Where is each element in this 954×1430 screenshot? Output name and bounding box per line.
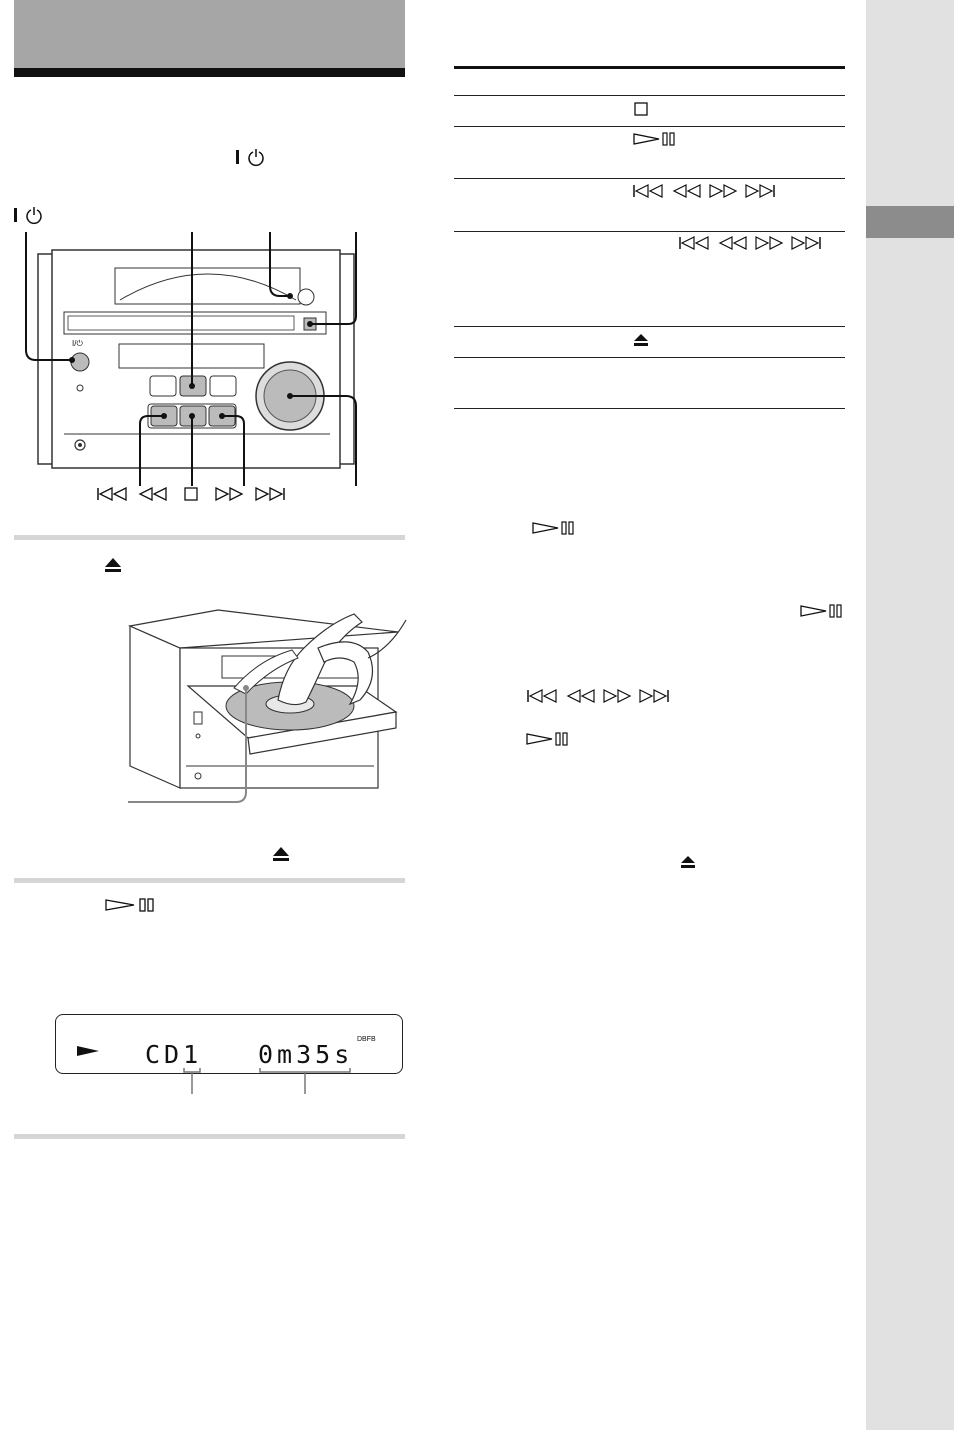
device-front-illustration bbox=[12, 228, 372, 503]
play-pause-icon bbox=[526, 732, 570, 751]
stop-icon bbox=[634, 102, 648, 121]
display-source: CD1 bbox=[145, 1040, 203, 1069]
section-tab bbox=[866, 206, 954, 238]
display-callouts bbox=[180, 1066, 360, 1101]
eject-icon bbox=[680, 855, 696, 874]
play-pause-icon bbox=[800, 604, 844, 623]
table-rule bbox=[454, 178, 845, 179]
table-rule bbox=[454, 357, 845, 358]
skip-search-icons bbox=[526, 689, 676, 708]
stop-icon bbox=[184, 487, 198, 506]
skip-search-icons bbox=[678, 236, 828, 255]
table-rule bbox=[454, 326, 845, 327]
play-pause-icon bbox=[532, 521, 576, 540]
play-indicator-icon bbox=[76, 1044, 100, 1063]
table-rule bbox=[454, 95, 845, 96]
ffwd-next-icon bbox=[214, 487, 286, 506]
eject-icon bbox=[272, 846, 290, 867]
eject-icon bbox=[104, 557, 122, 578]
display-time: 0m35s bbox=[258, 1040, 354, 1069]
prev-rewind-icon bbox=[96, 487, 168, 506]
step-separator bbox=[14, 878, 405, 883]
step-separator bbox=[14, 1134, 405, 1139]
table-top-rule bbox=[454, 66, 845, 69]
svg-text:I/⏻: I/⏻ bbox=[72, 339, 83, 348]
display-indicator: DBFB bbox=[357, 1036, 376, 1043]
header-banner bbox=[14, 0, 405, 68]
step-separator bbox=[14, 535, 405, 540]
skip-search-icons bbox=[632, 184, 782, 203]
table-rule bbox=[454, 408, 845, 409]
table-rule bbox=[454, 231, 845, 232]
table-rule bbox=[454, 126, 845, 127]
power-icon bbox=[234, 148, 266, 173]
header-rule bbox=[14, 68, 405, 77]
play-pause-icon bbox=[633, 132, 677, 151]
eject-icon bbox=[633, 333, 649, 352]
cd-insert-illustration bbox=[128, 608, 408, 813]
play-pause-icon bbox=[104, 897, 158, 918]
